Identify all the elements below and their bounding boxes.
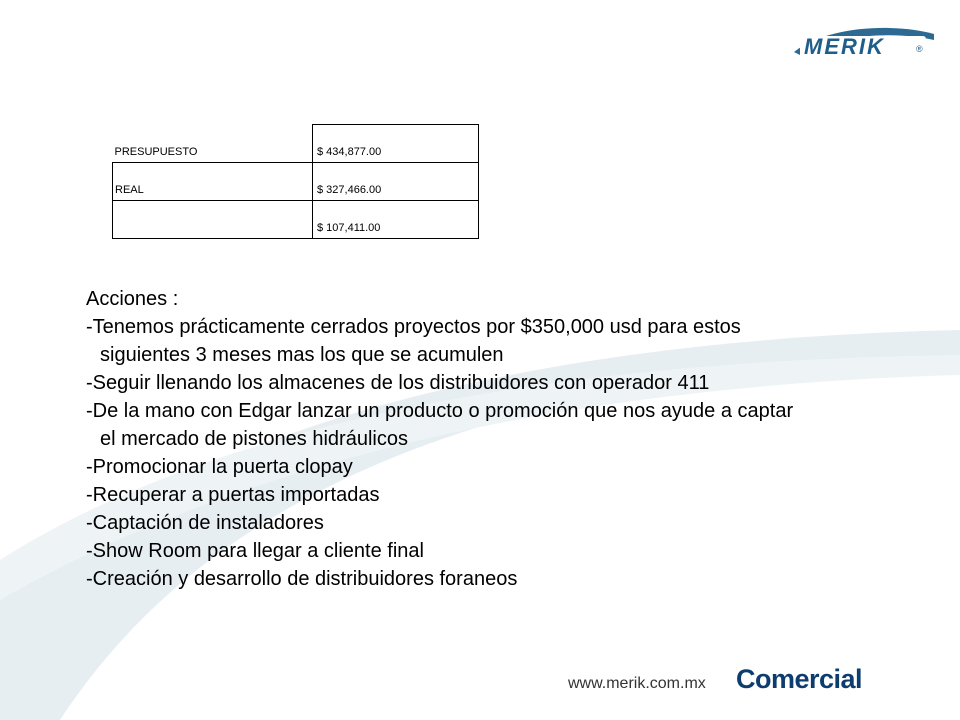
action-item: -Creación y desarrollo de distribuidores foraneos (86, 568, 518, 590)
action-item: -Captación de instaladores (86, 512, 324, 534)
action-item: -Recuperar a puertas importadas (86, 484, 380, 506)
row-label-real: REAL (113, 163, 313, 201)
actions-heading: Acciones : (86, 288, 179, 310)
merik-logo (790, 22, 936, 62)
actions-list (86, 285, 793, 593)
row-value-presupuesto: $ 434,877.00 (313, 125, 479, 163)
table-row (113, 201, 479, 239)
row-value-real: $ 327,466.00 (313, 163, 479, 201)
action-item: -Show Room para llegar a cliente final (86, 540, 424, 562)
table-row (113, 163, 479, 201)
row-label-difference (113, 201, 313, 239)
svg-text:®: ® (916, 44, 923, 54)
table-row (113, 125, 479, 163)
action-item: -Promocionar la puerta clopay (86, 456, 353, 478)
row-label-presupuesto: PRESUPUESTO (113, 125, 313, 163)
footer-url: www.merik.com.mx (568, 675, 706, 692)
action-item: -Tenemos prácticamente cerrados proyectos por $350,000 usd para estos (86, 316, 741, 338)
action-item-continued: siguientes 3 meses mas los que se acumulen (100, 344, 504, 366)
action-item-continued: el mercado de pistones hidráulicos (100, 428, 408, 450)
action-item: -De la mano con Edgar lanzar un producto o promoción que nos ayude a captar (86, 400, 794, 422)
footer-brand: Comercial (736, 664, 863, 694)
budget-table (112, 124, 479, 239)
action-item: -Seguir llenando los almacenes de los distribuidores con operador 411 (86, 372, 710, 394)
row-value-difference: $ 107,411.00 (313, 201, 479, 239)
svg-text:MERIK: MERIK (804, 34, 885, 59)
